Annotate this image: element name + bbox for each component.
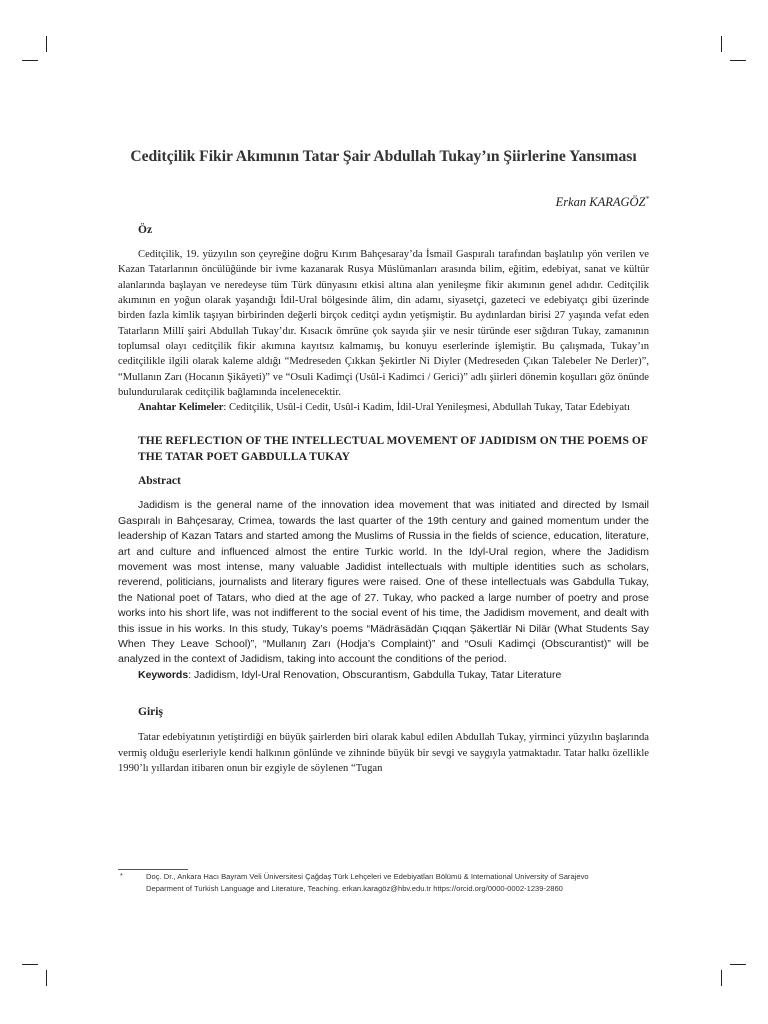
article-title-tr: Ceditçilik Fikir Akımının Tatar Şair Abdullah Tukay’ın Şiirlerine Yansıması: [130, 148, 637, 165]
keywords-tr-label: Anahtar Kelimeler: [138, 402, 224, 414]
author-name: Erkan KARAGÖZ: [555, 195, 646, 210]
article-title-en: THE REFLECTION OF THE INTELLECTUAL MOVEMENT OF JADIDISM ON THE POEMS OF THE TATAR POET GABDULLA TUKAY: [138, 435, 648, 464]
author-footnote-mark: *: [645, 195, 649, 203]
keywords-en: [118, 668, 649, 683]
footnote-divider: [118, 869, 188, 870]
oz-heading: Öz: [138, 224, 153, 237]
crop-mark: [22, 964, 38, 965]
footnote-line-1: Doç. Dr., Ankara Hacı Bayram Veli Üniversitesi Çağdaş Türk Lehçeleri ve Edebiyatları Bölümü & International University of Sarajevo: [146, 872, 589, 881]
keywords-en-label: Keywords: [138, 668, 189, 681]
article-page: [118, 146, 649, 776]
keywords-tr-text: : Ceditçilik, Usûl-i Cedit, Usûl-i Kadim, İdil-Ural Yenileşmesi, Abdullah Tukay, Tatar Edebiyatı: [223, 402, 630, 414]
giris-paragraph: Tatar edebiyatının yetiştirdiği en büyük şairlerden biri olarak kabul edilen Abdullah Tukay, yirminci yüzyılın başlarında vermiş olduğu eserleriyle kendi halkının gönlünde ve zihninde büyük bir sevgi ve saygıyla yatmaktadır. Tatar halkı özellikle 1990’lı yıllardan itibaren onun bir ezgiyle de söylenen “Tugan: [118, 732, 649, 774]
crop-mark: [721, 970, 722, 986]
oz-paragraph: Ceditçilik, 19. yüzyılın son çeyreğine doğru Kırım Bahçesaray’da İsmail Gaspıralı tarafından başlatılıp yön verilen ve Kazan Tatarlarının öncülüğünde bir ivme kazanarak Rusya Müslümanları arasında bilim, eğitim, edebiyat, sanat ve kültür alanlarında başlayan ve neredeyse tüm Türk dünyasını etkisi altına alan yenileşme fikir akımının genel adıdır. Ceditçilik akımının en yoğun olarak yaşandığı İdil-Ural bölgesinde âlim, din adamı, siyasetçi, gazeteci ve edebiyatçı gibi üzerinde birden fazla kimlik taşıyan birbirinden değerli birçok ceditçi aydın yetişmiştir. Bu aydınlardan birisi 27 yaşında vefat eden Tatarların Millî şairi Abdullah Tukay’dır. Kısacık ömrüne çok sayıda şiir ve nesir türünde eser sığdıran Tukay, zamanının toplumsal olayı ceditçilik fikir akımına kayıtsız kalmamış, bu konuyu eserlerinde işlemiştir. Bu çalışmada, Tukay’ın ceditçilikle ilgili olarak kaleme aldığı “Medreseden Çıkkan Şekirtler Ni Diyler (Medreseden Çıkan Talebeler Ne Derler)”, “Mullanın Zarı (Hocanın Şikâyeti)” ve “Osuli Kadimçi (Usûl-i Kadimci / Gerici)” adlı şiirleri dönemin koşulları göz önünde bulundurularak ceditçilik bağlamında incelenecektir.: [118, 249, 649, 398]
crop-mark: [46, 36, 47, 52]
crop-mark: [22, 60, 38, 61]
abstract-heading: Abstract: [138, 475, 181, 488]
abstract-paragraph: Jadidism is the general name of the innovation idea movement that was initiated and directed by Ismail Gaspıralı in Bahçesaray, Crimea, towards the last quarter of the 19th century and gained momentum under the leadership of Kazan Tatars and started among the Muslims of Russia in the fields of science, education, literature, art and culture and influenced almost the entire Turkic world. In the Idyl-Ural region, where the Jadidism movement was most intense, many valuable Jadidist intellectuals with multiple identities such as scholars, reverend, politicians, journalists and literary figures were raised. One of these intellectuals was Gabdulla Tukay, the National poet of Tatars, who died at the age of 27. Tukay, who packed a large number of poetry and prose works into his short life, was not indifferent to the social event of his time, the Jadidism movement, and dealt with this issue in his works. In this study, Tukay’s poems “Mädräsädän Çıqqan Şäkertlär Ni Dilär (What Students Say When They Leave School)”, “Mullanıŋ Zarı (Hodja’s Complaint)” and “Osuli Kadimçi (Obscurantist)” will be analyzed in the context of Jadidism, taking into account the conditions of the period.: [118, 499, 649, 666]
crop-mark: [730, 964, 746, 965]
crop-mark: [46, 970, 47, 986]
keywords-en-text: : Jadidism, Idyl-Ural Renovation, Obscurantism, Gabdulla Tukay, Tatar Literature: [188, 668, 562, 681]
footnote-mark: *: [120, 873, 123, 880]
crop-mark: [730, 60, 746, 61]
crop-mark: [721, 36, 722, 52]
giris-heading: Giriş: [138, 706, 163, 719]
footnote: [118, 871, 649, 895]
footnote-line-2: Deparment of Turkish Language and Literature, Teaching. erkan.karagöz@hbv.edu.tr https://orcid.org/0000-0002-1239-2860: [146, 884, 563, 893]
author-line: [118, 191, 649, 210]
keywords-tr: [118, 400, 649, 415]
